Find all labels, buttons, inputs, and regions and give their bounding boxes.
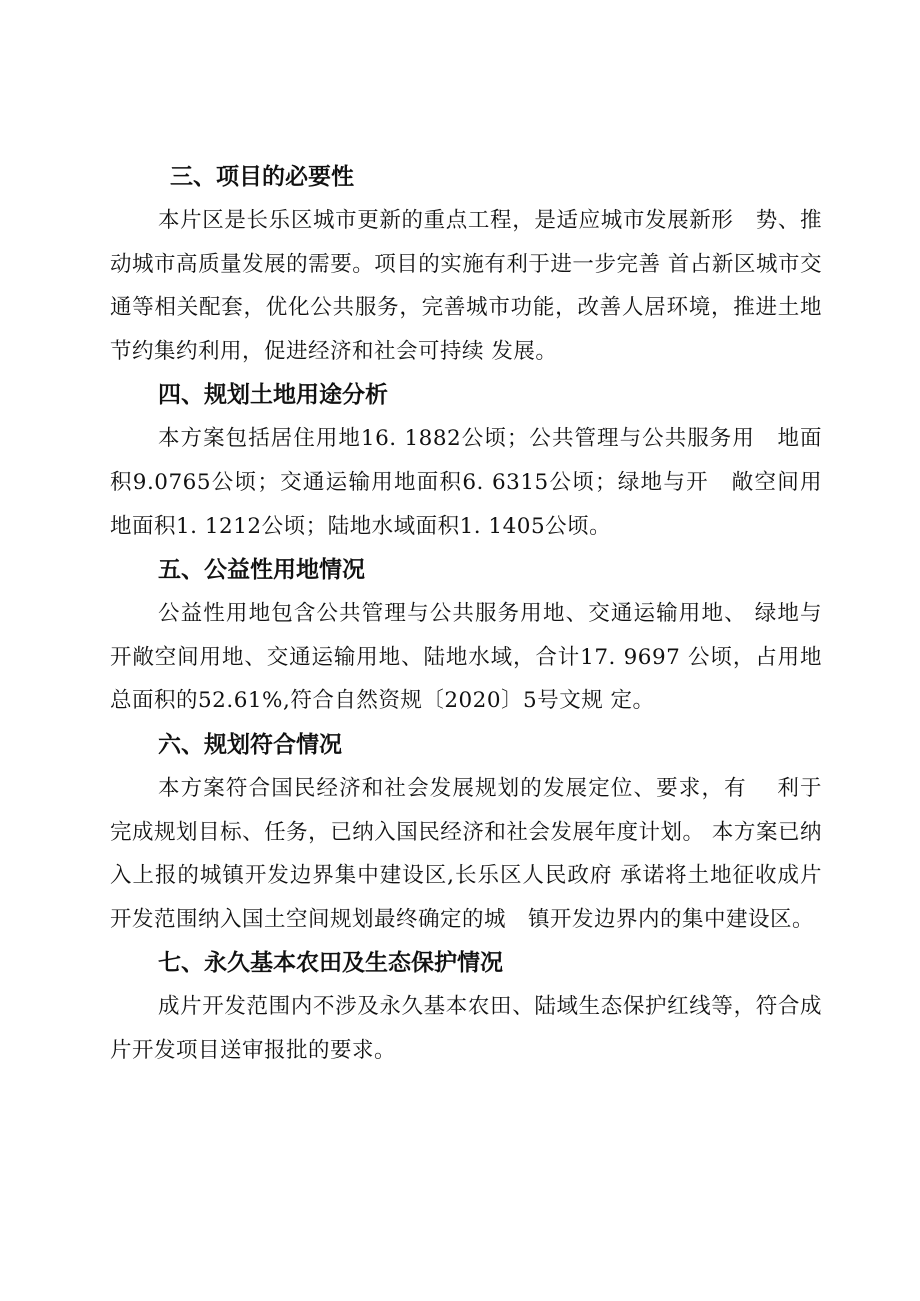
section-paragraph-farmland-protection: 成片开发范围内不涉及永久基本农田、陆域生态保护红线等，符合成片开发项目送审报批的要求。 [110,994,822,1063]
section-heading-public-land: 五、公益性用地情况 [158,557,365,584]
section-paragraph-plan-compliance: 本方案符合国民经济和社会发展规划的发展定位、要求，有 利于完成规划目标、任务，已纳入国民经济和社会发展年度计划。 本方案已纳入上报的城镇开发边界集中建设区,长乐区人民政府 承诺将土地征收成片开发范围纳入国土空间规划最终确定的城 镇开发边界内的集中建设区。 [110,775,822,932]
section-heading-necessity: 三、项目的必要性 [170,164,354,190]
section-paragraph-public-land: 公益性用地包含公共管理与公共服务用地、交通运输用地、 绿地与开敞空间用地、交通运输用地、陆地水域，合计17. 9697 公顷，占用地总面积的52.61%,符合自然资规〔2020〕5号文规 定。 [110,601,822,714]
document-body [110,155,822,1073]
section-heading-land-use: 四、规划土地用途分析 [158,382,388,409]
section-heading-farmland-protection: 七、永久基本农田及生态保护情况 [158,950,503,977]
section-paragraph-necessity: 本片区是长乐区城市更新的重点工程，是适应城市发展新形 势、推动城市高质量发展的需要。项目的实施有利于进一步完善 首占新区城市交通等相关配套，优化公共服务，完善城市功能，改善人居环境，推进土地节约集约利用，促进经济和社会可持续 发展。 [110,208,822,364]
section-paragraph-land-use: 本方案包括居住用地16. 1882公顷；公共管理与公共服务用 地面积9.0765公顷；交通运输用地面积6. 6315公顷；绿地与开 敞空间用地面积1. 1212公顷；陆地水域面积1. 1405公顷。 [110,426,822,539]
section-heading-plan-compliance: 六、规划符合情况 [158,731,342,758]
